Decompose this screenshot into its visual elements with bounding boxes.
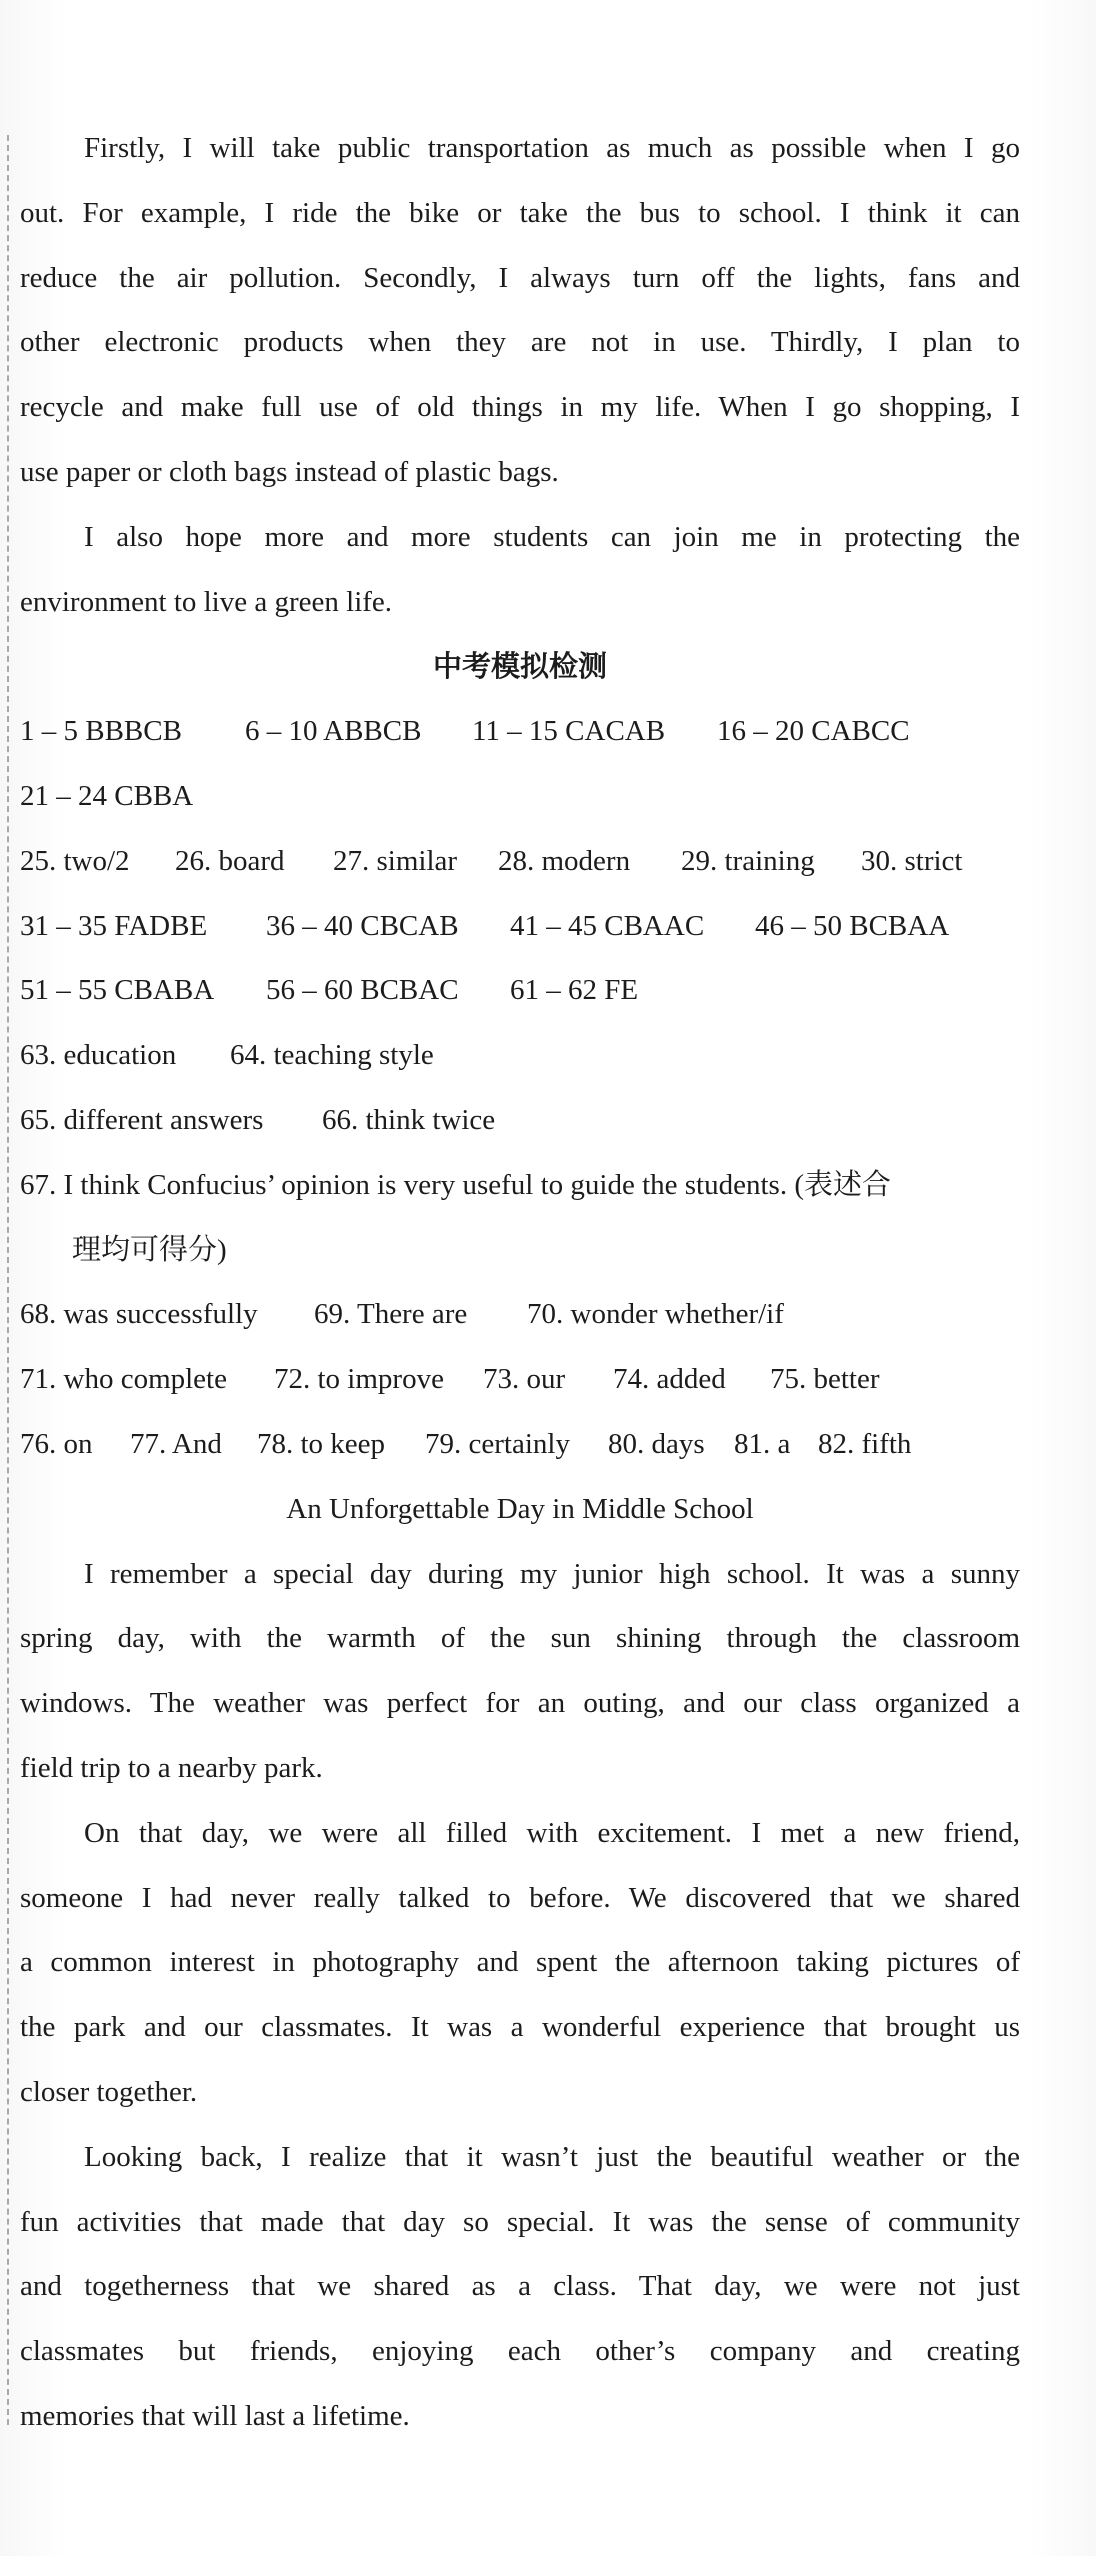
- essay1-line: use paper or cloth bags instead of plastic bags.: [20, 455, 559, 488]
- answer-item: 28. modern: [498, 844, 631, 877]
- essay2-line: I remember a special day during my junior high school. It was a sunny: [84, 1557, 1020, 1590]
- answer-item: 6 – 10 ABBCB: [245, 715, 422, 748]
- answer-item: 21 – 24 CBBA: [20, 779, 194, 812]
- essay2-line: Looking back, I realize that it wasn’t just the beautiful weather or the: [84, 2140, 1020, 2173]
- answer-row: [20, 829, 1020, 894]
- answer-item: 26. board: [175, 844, 285, 877]
- answer-item: 66. think twice: [322, 1103, 496, 1136]
- answer-item: 61 – 62 FE: [510, 974, 639, 1007]
- answer-row: [20, 1023, 1020, 1088]
- essay2-line: the park and our classmates. It was a wonderful experience that brought us: [20, 2011, 1020, 2044]
- answer-item: 73. our: [483, 1363, 566, 1396]
- essay1-line: recycle and make full use of old things in my life. When I go shopping, I: [20, 391, 1020, 424]
- essay2-line: spring day, with the warmth of the sun shining through the classroom: [20, 1622, 1020, 1655]
- answer-item: 30. strict: [861, 844, 963, 877]
- answer-item: 31 – 35 FADBE: [20, 909, 208, 942]
- answer-row: [20, 1412, 1020, 1477]
- essay1-line: reduce the air pollution. Secondly, I always turn off the lights, fans and: [20, 261, 1020, 294]
- essay2-title: An Unforgettable Day in Middle School: [286, 1492, 754, 1525]
- answer-item: 80. days: [608, 1427, 705, 1460]
- essay2-line: classmates but friends, enjoying each other’s company and creating: [20, 2335, 1020, 2368]
- essay1-line: Firstly, I will take public transportation as much as possible when I go: [84, 132, 1020, 164]
- answer-item: 72. to improve: [274, 1363, 444, 1396]
- section-title: 中考模拟检测: [432, 649, 607, 684]
- page-content: [20, 116, 1020, 2449]
- essay2-line: a common interest in photography and spent the afternoon taking pictures of: [20, 1946, 1020, 1979]
- answer-item: 11 – 15 CACAB: [472, 715, 666, 748]
- answer-row: [20, 894, 1020, 959]
- essay2-line: fun activities that made that day so special. It was the sense of community: [20, 2205, 1020, 2238]
- answer-item: 77. And: [130, 1427, 222, 1460]
- essay1-line: other electronic products when they are not in use. Thirdly, I plan to: [20, 326, 1020, 359]
- answer-item: 29. training: [681, 844, 815, 877]
- essay2-line: field trip to a nearby park.: [20, 1751, 323, 1784]
- answer-item: 74. added: [613, 1363, 726, 1396]
- answer-item: 81. a: [734, 1427, 791, 1460]
- answer-item: 79. certainly: [425, 1427, 570, 1460]
- answer-item: 78. to keep: [257, 1427, 386, 1460]
- essay1-line: environment to live a green life.: [20, 585, 393, 618]
- answer-row: 67. I think Confucius’ opinion is very useful to guide the students. (表述合: [20, 1168, 891, 1201]
- answer-item: 75. better: [770, 1363, 880, 1396]
- essay1-line: I also hope more and more students can join me in protecting the: [84, 520, 1020, 553]
- essay2-line: closer together.: [20, 2075, 198, 2108]
- answer-item: 51 – 55 CBABA: [20, 974, 215, 1007]
- answer-item: 27. similar: [333, 844, 458, 877]
- essay2-line: someone I had never really talked to before. We discovered that we shared: [20, 1881, 1020, 1914]
- answer-item: 65. different answers: [20, 1103, 264, 1136]
- answer-item: 64. teaching style: [230, 1039, 434, 1072]
- answer-item: 41 – 45 CBAAC: [510, 909, 705, 942]
- essay2-line: and togetherness that we shared as a class. That day, we were not just: [20, 2270, 1020, 2303]
- answer-row: [20, 1282, 1020, 1347]
- answer-item: 76. on: [20, 1427, 93, 1460]
- answer-item: 69. There are: [314, 1298, 468, 1331]
- answer-item: 71. who complete: [20, 1363, 227, 1396]
- answer-row: [20, 1347, 1020, 1412]
- answer-item: 25. two/2: [20, 844, 130, 877]
- answer-item: 16 – 20 CABCC: [717, 715, 910, 748]
- essay1-line: out. For example, I ride the bike or take the bus to school. I think it can: [20, 196, 1020, 229]
- answer-item: 70. wonder whether/if: [527, 1298, 784, 1331]
- answer-row: [20, 764, 1020, 829]
- essay2-line: On that day, we were all filled with excitement. I met a new friend,: [84, 1816, 1020, 1849]
- answer-item: 56 – 60 BCBAC: [266, 974, 459, 1007]
- answer-item: 1 – 5 BBBCB: [20, 715, 182, 748]
- answer-item: 63. education: [20, 1039, 177, 1072]
- answer-item: 68. was successfully: [20, 1298, 258, 1331]
- answer-row: 理均可得分): [72, 1233, 227, 1266]
- essay2-line: windows. The weather was perfect for an outing, and our class organized a: [20, 1687, 1020, 1720]
- answer-row: [20, 958, 1020, 1023]
- answer-row: [20, 1088, 1020, 1153]
- answer-row: [20, 699, 1020, 764]
- essay2-line: memories that will last a lifetime.: [20, 2399, 410, 2432]
- answer-item: 36 – 40 CBCAB: [266, 909, 459, 942]
- binding-dashed-line: [7, 135, 9, 2425]
- answer-item: 82. fifth: [818, 1427, 912, 1460]
- answer-item: 46 – 50 BCBAA: [755, 909, 950, 942]
